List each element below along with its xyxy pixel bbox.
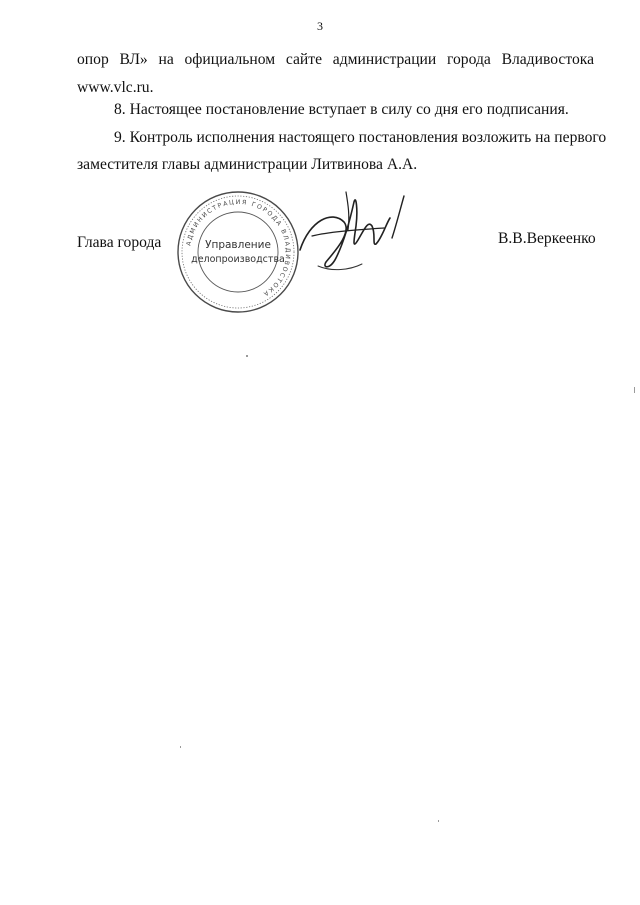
signer-name: В.В.Веркеенко [498, 230, 596, 247]
official-stamp [176, 190, 300, 314]
signer-position: Глава города [77, 234, 162, 251]
stamp-center-line-2: делопроизводства [191, 254, 285, 265]
clause-8: 8. Настоящее постановление вступает в силу со дня его подписания. [114, 101, 569, 118]
page-number: 3 [317, 19, 323, 33]
scan-speck [180, 746, 181, 748]
scan-speck [246, 355, 248, 357]
clause-9-continuation: заместителя главы администрации Литвинова А.А. [77, 156, 418, 173]
stamp-ring-text: АДМИНИСТРАЦИЯ ГОРОДА ВЛАДИВОСТОКА [185, 198, 292, 298]
body-line-2: www.vlc.ru. [77, 79, 154, 96]
handwritten-signature [292, 180, 432, 280]
scan-speck [634, 387, 635, 393]
clause-9: 9. Контроль исполнения настоящего постановления возложить на первого [114, 129, 607, 146]
stamp-center-line-1: Управление [205, 239, 271, 251]
body-line-1: опор ВЛ» на официальном сайте администрации города Владивостока [77, 51, 594, 68]
scan-speck [438, 820, 439, 822]
